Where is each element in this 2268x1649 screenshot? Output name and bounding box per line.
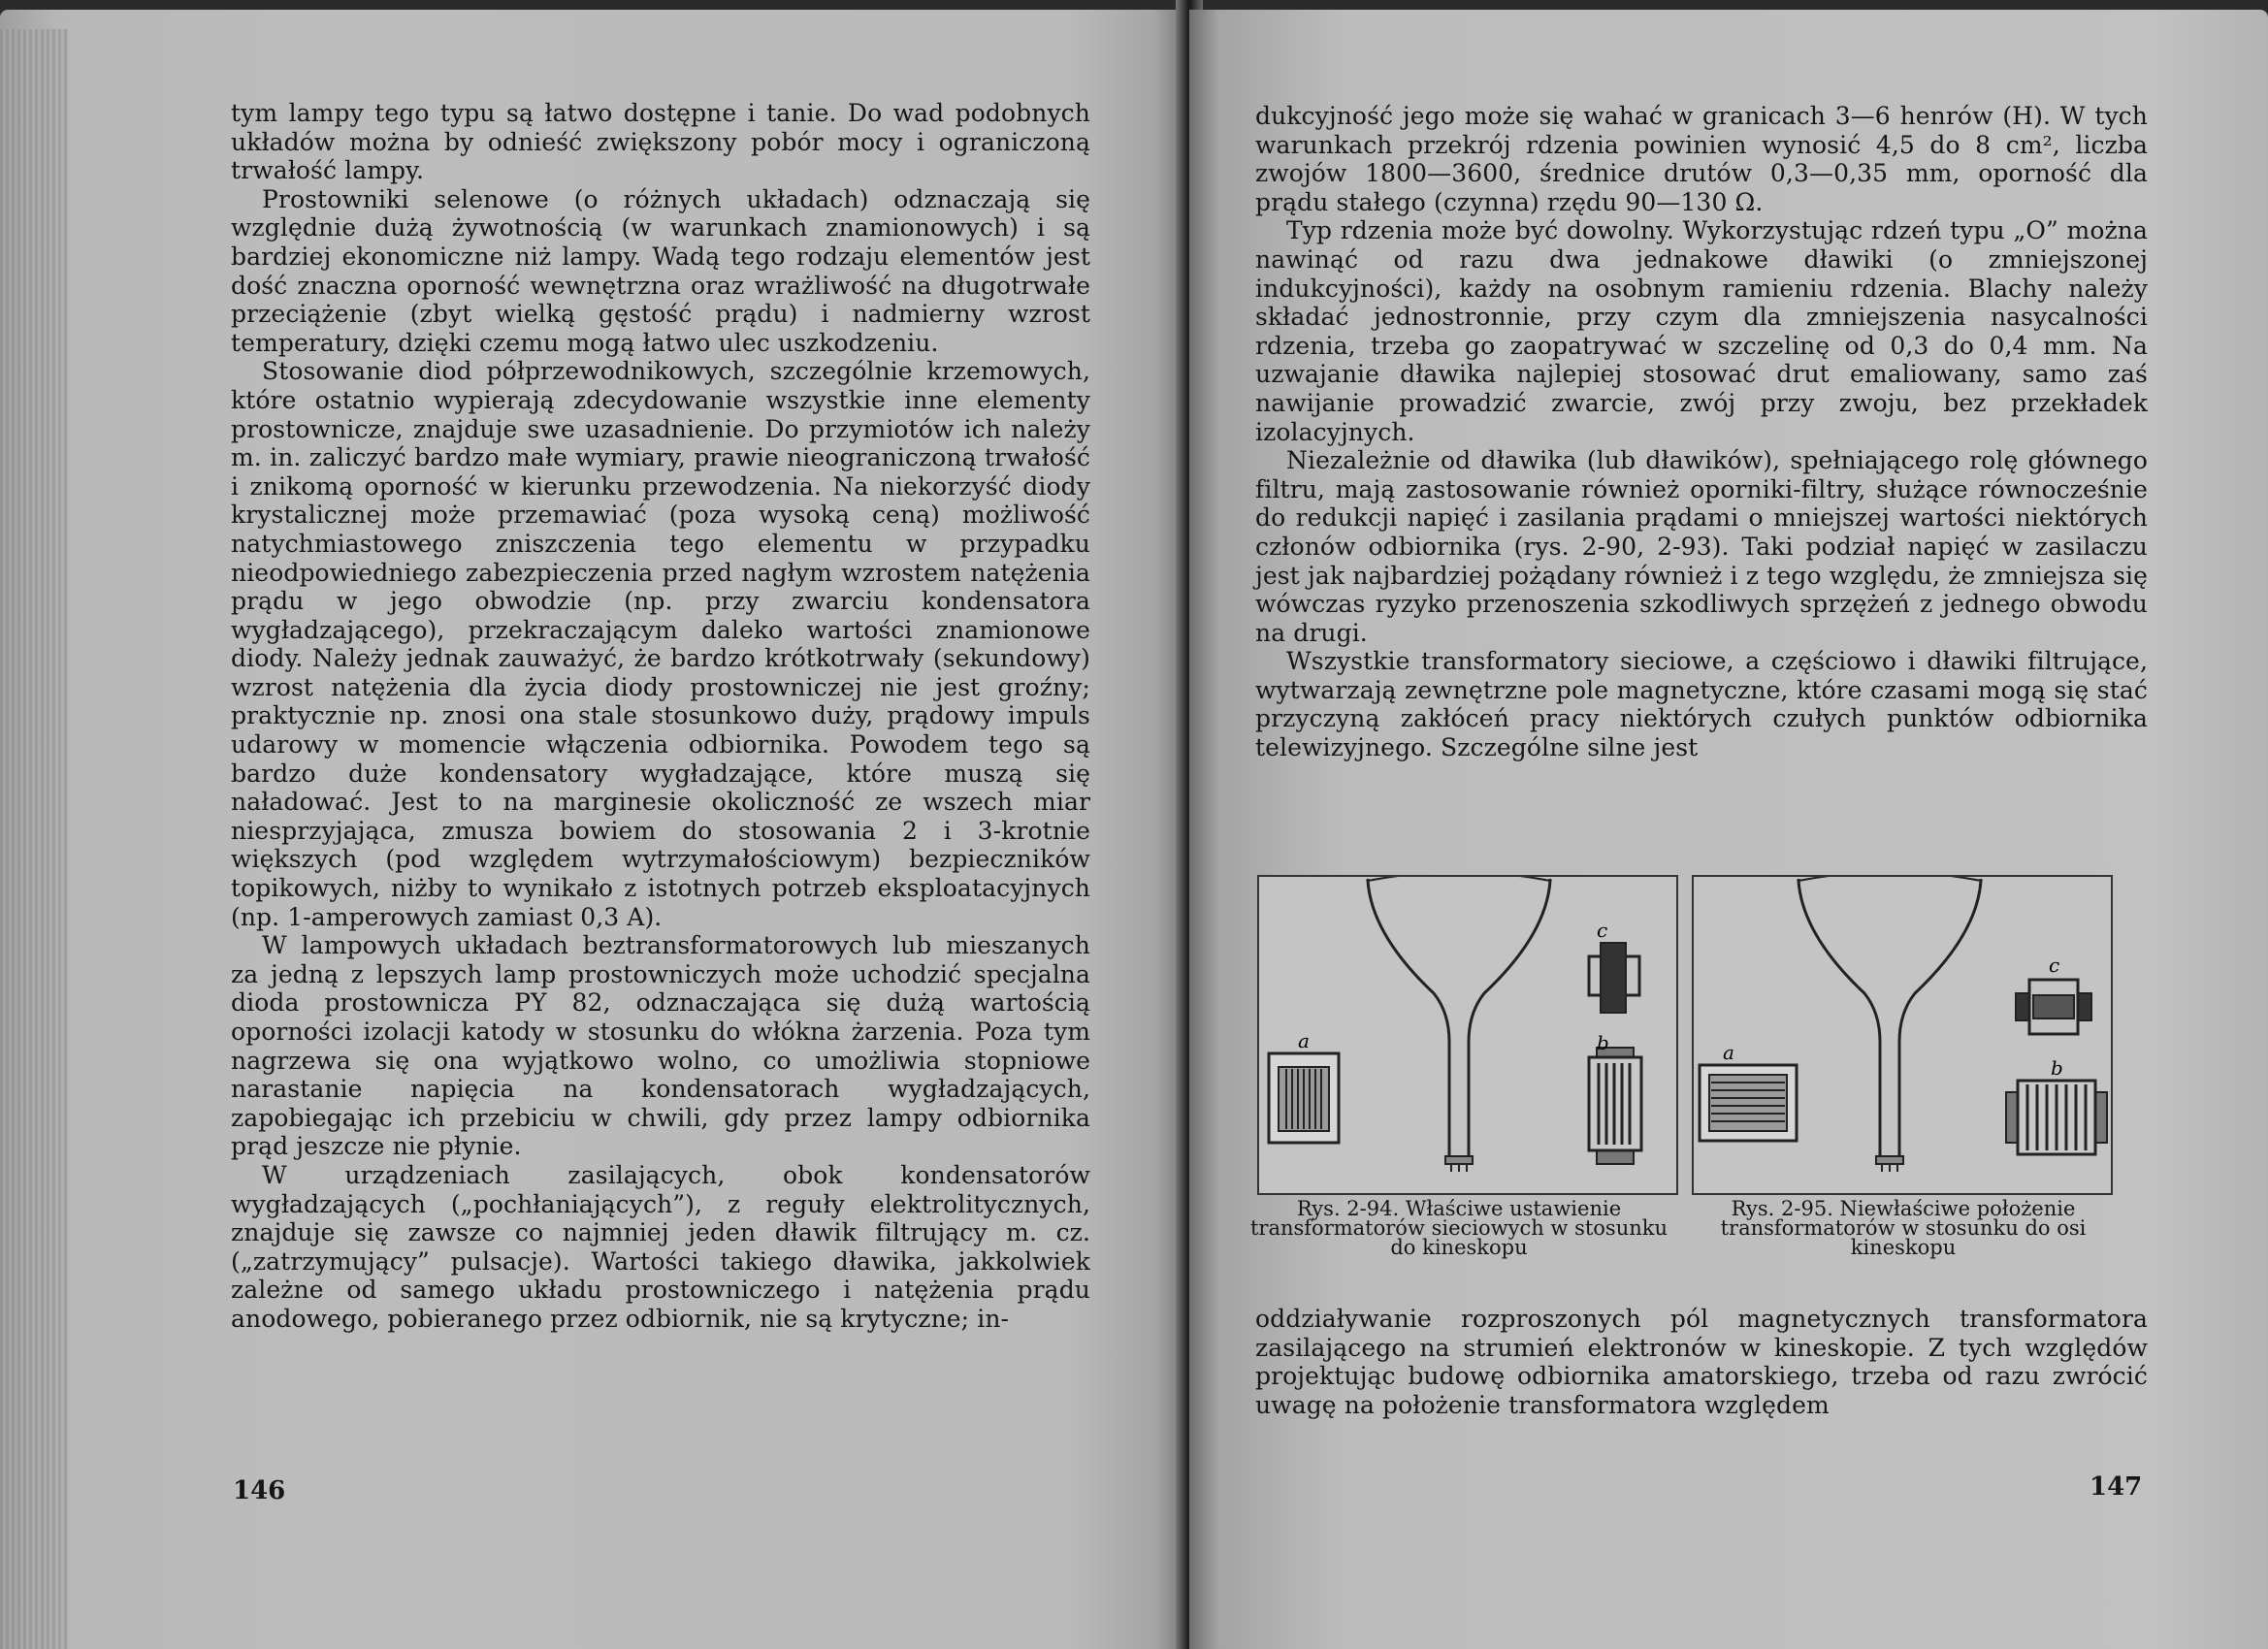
label-b: b xyxy=(1597,1031,1609,1054)
figure-2-95 xyxy=(1692,875,2113,1195)
kinescope-outline xyxy=(1368,879,1550,1158)
left-page-text xyxy=(231,99,1090,1334)
page-number-right: 147 xyxy=(2090,1472,2143,1502)
paragraph: tym lampy tego typu są łatwo dostępne i tanie. Do wad podobnych układów można by odnieść zwiększony pobór mocy i ograniczoną trwałość lampy. xyxy=(231,99,1090,185)
figure-2-95-caption: Rys. 2-95. Niewłaściwe położenie transformatorów w stosunku do osi kineskopu xyxy=(1720,1197,2087,1259)
paragraph: dukcyjność jego może się wahać w granicach 3—6 henrów (H). W tych warunkach przekrój rdzenia powinien wynosić 4,5 do 8 cm², liczba zwojów 1800—3600, średnice drutów 0,3—0,35 mm, oporność dla prądu stałego (czynna) rzędu 90—130 Ω. xyxy=(1255,102,2148,216)
label-a: a xyxy=(1723,1041,1734,1064)
figure-2-95-drawing xyxy=(1694,877,2111,1193)
paragraph: W lampowych układach beztransformatorowych lub mieszanych za jedną z lepszych lamp prostowniczych może uchodzić specjalna dioda prostownicza PY 82, odznaczająca się dużą wartością oporności izolacji katody w stosunku do włókna żarzenia. Poza tym nagrzewa się ona wyjątkowo wolno, co umożliwia stopniowe narastanie napięcia na kondensatorach wygładzających, zapobiegając ich przebiciu w chwili, gdy przez lampy odbiornika prąd jeszcze nie płynie. xyxy=(231,931,1090,1161)
label-b: b xyxy=(2051,1056,2063,1080)
label-c: c xyxy=(1597,919,1608,942)
page-edges xyxy=(0,29,68,1649)
kinescope-socket xyxy=(1876,1156,1903,1164)
figure-2-94-drawing xyxy=(1259,877,1676,1193)
kinescope-outline xyxy=(1798,879,1981,1158)
paragraph: Niezależnie od dławika (lub dławików), spełniającego rolę głównego filtru, mają zastosowanie również oporniki-filtry, służące równocześnie do redukcji napięć i zasilania prądami o mniejszej wartości niektórych członów odbiornika (rys. 2-90, 2-93). Taki podział napięć w zasilaczu jest jak najbardziej pożądany również i z tego względu, że zmniejsza się wówczas ryzyko przenoszenia szkodliwych sprzężeń z jednego obwodu na drugi. xyxy=(1255,446,2148,647)
page-number-left: 146 xyxy=(233,1476,286,1505)
right-page-text-bottom xyxy=(1255,1305,2148,1419)
figure-2-94-caption: Rys. 2-94. Właściwe ustawienie transformatorów sieciowych w stosunku do kineskopu xyxy=(1249,1197,1669,1259)
right-page-text-top xyxy=(1255,102,2148,762)
paragraph: Wszystkie transformatory sieciowe, a częściowo i dławiki filtrujące, wytwarzają zewnętrzne pole magnetyczne, które czasami mogą się stać przyczyną zakłóceń pracy niektórych czułych punktów odbiornika telewizyjnego. Szczególne silne jest xyxy=(1255,647,2148,762)
paragraph: Prostowniki selenowe (o różnych układach) odznaczają się względnie dużą żywotnością (w warunkach znamionowych) i są bardziej ekonomiczne niż lampy. Wadą tego rodzaju elementów jest dość znaczna oporność wewnętrzna oraz wrażliwość na długotrwałe przeciążenie (zbyt wielką gęstość prądu) i nadmierny wzrost temperatury, dzięki czemu mogą łatwo ulec uszkodzeniu. xyxy=(231,184,1090,357)
right-page xyxy=(1189,10,2268,1649)
label-c: c xyxy=(2049,954,2060,977)
paragraph: W urządzeniach zasilających, obok kondensatorów wygładzających („pochłaniających”), z reguły elektrolitycznych, znajduje się zawsze co najmniej jeden dławik filtrujący m. cz. („zatrzymujący” pulsacje). Wartości takiego dławika, jakkolwiek zależne od samego układu prostowniczego i natężenia prądu anodowego, pobieranego przez odbiornik, nie są krytyczne; in- xyxy=(231,1160,1090,1333)
paragraph: Typ rdzenia może być dowolny. Wykorzystując rdzeń typu „O” można nawinąć od razu dwa jednakowe dławiki (o zmniejszonej indukcyjności), każdy na osobnym ramieniu rdzenia. Blachy należy składać jednostronnie, przy czym dla zmniejszenia nasycalności rdzenia, trzeba go zaopatrywać w szczelinę od 0,3 do 0,4 mm. Na uzwajanie dławika najlepiej stosować drut emaliowany, samo zaś nawijanie prowadzić zwarcie, zwój przy zwoju, bez przekładek izolacyjnych. xyxy=(1255,216,2148,446)
left-page xyxy=(0,10,1185,1649)
kinescope-socket xyxy=(1445,1156,1473,1164)
figure-2-94 xyxy=(1257,875,1678,1195)
paragraph: oddziaływanie rozproszonych pól magnetycznych transformatora zasilającego na strumień elektronów w kineskopie. Z tych względów projektując budowę odbiornika amatorskiego, trzeba od razu zwrócić uwagę na położenie transformatora względem xyxy=(1255,1305,2148,1419)
paragraph: Stosowanie diod półprzewodnikowych, szczególnie krzemowych, które ostatnio wypierają zdecydowanie wszystkie inne elementy prostownicze, znajduje swe uzasadnienie. Do przymiotów ich należy m. in. zaliczyć bardzo małe wymiary, prawie nieograniczoną trwałość i znikomą oporność w kierunku przewodzenia. Na niekorzyść diody krystalicznej może przemawiać (poza wysoką ceną) możliwość natychmiastowego zniszczenia tego elementu w przypadku nieodpowiedniego zabezpieczenia przed nagłym wzrostem natężenia prądu w jego obwodzie (np. przy zwarciu kondensatora wygładzającego), przekraczającym daleko wartości znamionowe diody. Należy jednak zauważyć, że bardzo krótkotrwały (sekundowy) wzrost natężenia dla życia diody prostowniczej nie jest groźny; praktycznie np. znosi ona stale stosunkowo duży, prądowy impuls udarowy w momencie włączenia odbiornika. Powodem tego są bardzo duże kondensatory wygładzające, które muszą się naładować. Jest to na marginesie okoliczność ze wszech miar niesprzyjająca, zmusza bowiem do stosowania 2 i 3-krotnie większych (pod względem wytrzymałościowym) bezpieczników topikowych, niżby to wynikało z istotnych potrzeb eksploatacyjnych (np. 1-amperowych zamiast 0,3 A). xyxy=(231,357,1090,931)
label-a: a xyxy=(1298,1029,1310,1052)
